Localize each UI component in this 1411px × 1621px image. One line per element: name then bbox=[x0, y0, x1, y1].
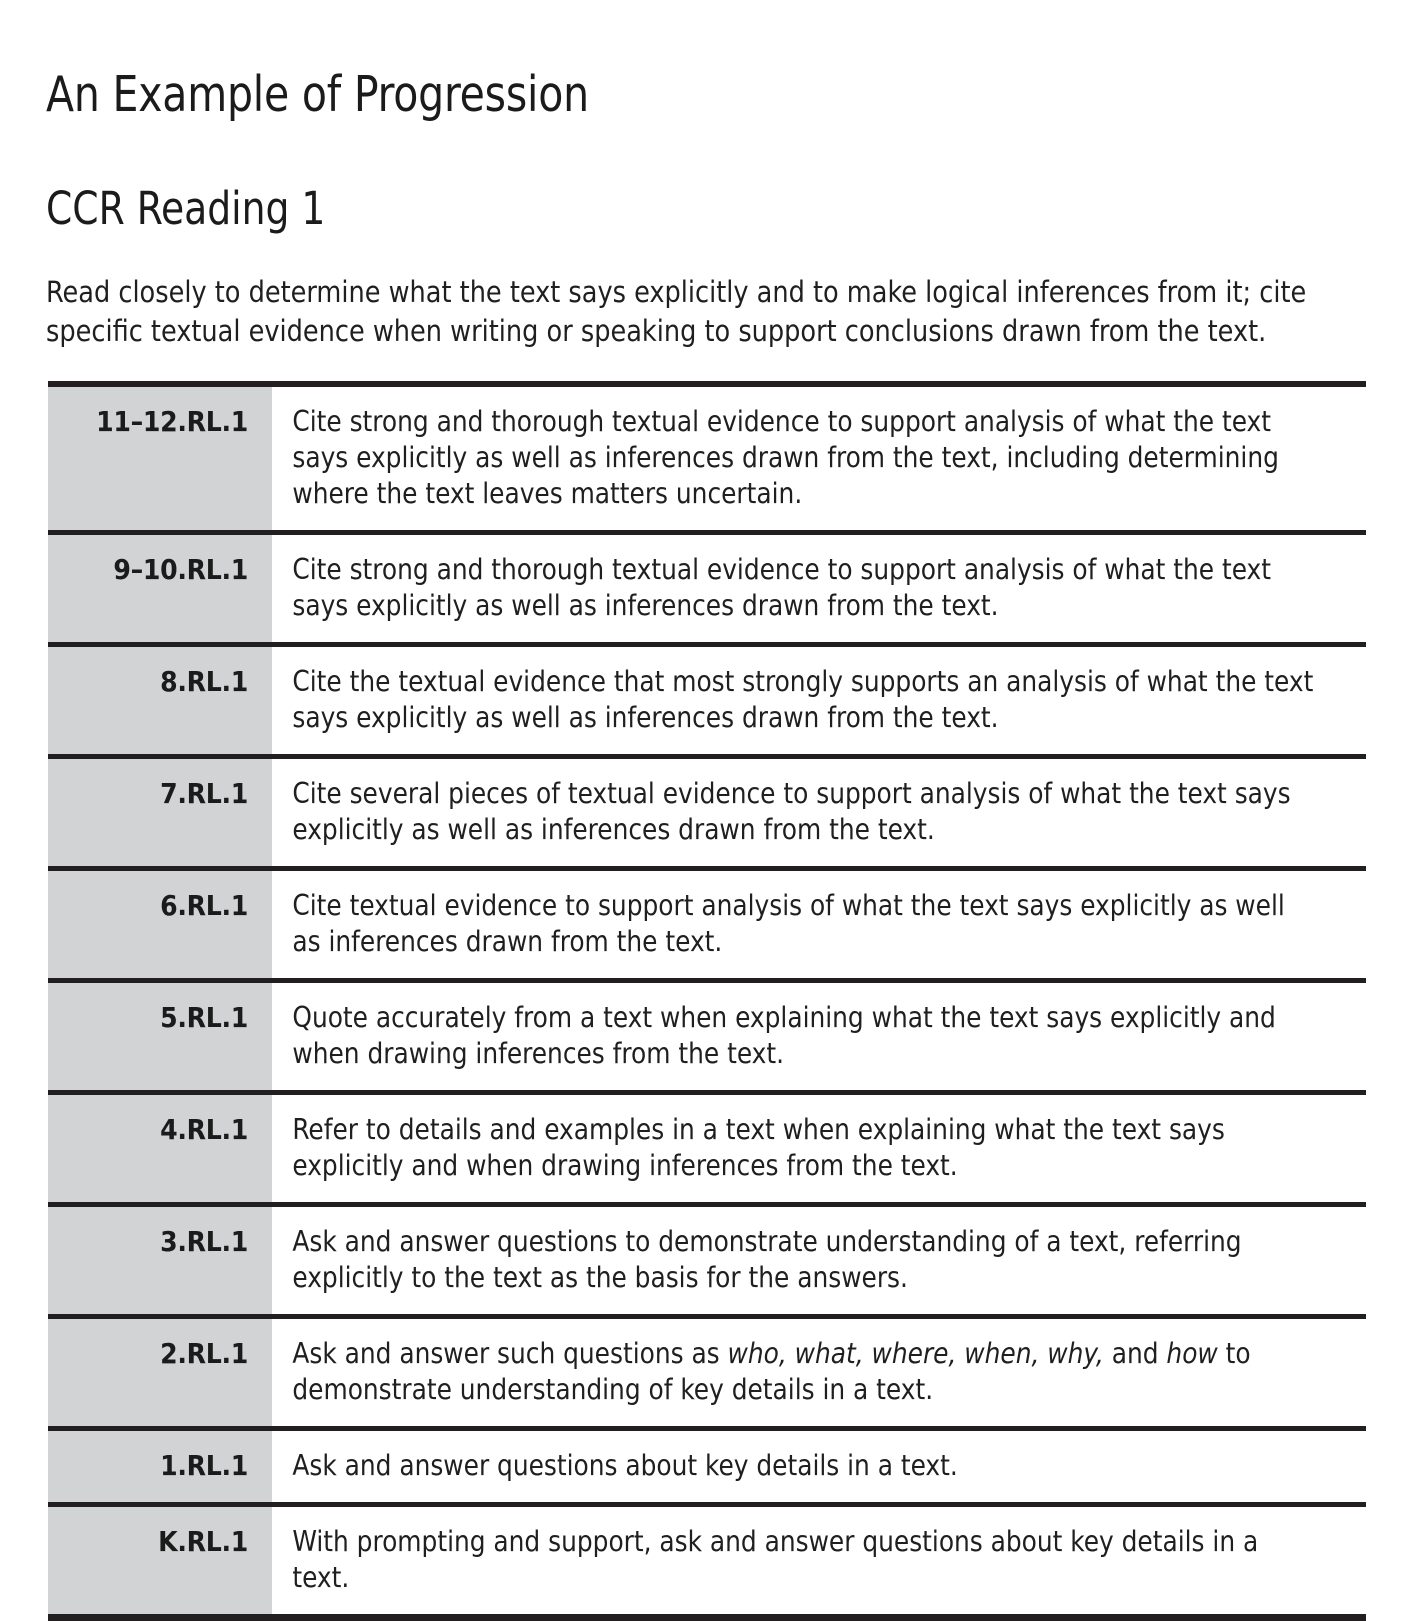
standard-text-cell: Refer to details and examples in a text when explaining what the text says explicitly and when drawing inferences from the text. bbox=[292, 1113, 1225, 1182]
standard-text-cell: Cite strong and thorough textual evidence to support analysis of what the text says explicitly as well as inferences drawn from the text, including determining where the text leaves matters uncertain. bbox=[292, 405, 1279, 510]
standard-title: CCR Reading 1 bbox=[46, 182, 326, 236]
standard-code-cell: 6.RL.1 bbox=[48, 871, 272, 978]
standard-code-cell: 7.RL.1 bbox=[48, 759, 272, 866]
table-row bbox=[48, 1319, 1366, 1431]
table-row bbox=[48, 1507, 1366, 1614]
standard-code-cell: 11–12.RL.1 bbox=[48, 387, 272, 530]
standard-code-cell: 8.RL.1 bbox=[48, 647, 272, 754]
standard-code-cell: 5.RL.1 bbox=[48, 983, 272, 1090]
table-row bbox=[48, 983, 1366, 1095]
standard-text-cell: Cite textual evidence to support analysis of what the text says explicitly as well as inferences drawn from the text. bbox=[292, 889, 1285, 958]
standard-code-cell: K.RL.1 bbox=[48, 1507, 272, 1614]
table-row bbox=[48, 871, 1366, 983]
standard-code-cell: 4.RL.1 bbox=[48, 1095, 272, 1202]
standard-description: Read closely to determine what the text says explicitly and to make logical inferences from it; cite specific textual evidence when writing or speaking to support conclusions drawn from the text. bbox=[46, 274, 1307, 348]
table-row bbox=[48, 1095, 1366, 1207]
standard-code-cell: 3.RL.1 bbox=[48, 1207, 272, 1314]
standard-text-cell: Cite several pieces of textual evidence to support analysis of what the text says explicitly as well as inferences drawn from the text. bbox=[292, 777, 1291, 846]
standard-text-cell: Ask and answer such questions as who, what, where, when, why, and how to demonstrate understanding of key details in a text. bbox=[292, 1337, 1251, 1406]
progression-table bbox=[48, 381, 1366, 1621]
standard-code-cell: 9–10.RL.1 bbox=[48, 535, 272, 642]
table-row bbox=[48, 387, 1366, 535]
standard-text-cell: Cite the textual evidence that most strongly supports an analysis of what the text says explicitly as well as inferences drawn from the text. bbox=[292, 665, 1314, 734]
table-row bbox=[48, 1431, 1366, 1507]
standard-text-cell: Ask and answer questions to demonstrate understanding of a text, referring explicitly to the text as the basis for the answers. bbox=[292, 1225, 1242, 1294]
standard-code-cell: 2.RL.1 bbox=[48, 1319, 272, 1426]
table-row bbox=[48, 647, 1366, 759]
standard-text-cell: Cite strong and thorough textual evidence to support analysis of what the text says explicitly as well as inferences drawn from the text. bbox=[292, 553, 1272, 622]
table-row bbox=[48, 535, 1366, 647]
standard-text-cell: With prompting and support, ask and answer questions about key details in a text. bbox=[292, 1525, 1259, 1594]
standard-text-cell: Ask and answer questions about key details in a text. bbox=[292, 1449, 958, 1482]
table-row bbox=[48, 1207, 1366, 1319]
page-title: An Example of Progression bbox=[46, 65, 589, 123]
table-row bbox=[48, 759, 1366, 871]
standard-code-cell: 1.RL.1 bbox=[48, 1431, 272, 1502]
standard-text-cell: Quote accurately from a text when explaining what the text says explicitly and when drawing inferences from the text. bbox=[292, 1001, 1276, 1070]
